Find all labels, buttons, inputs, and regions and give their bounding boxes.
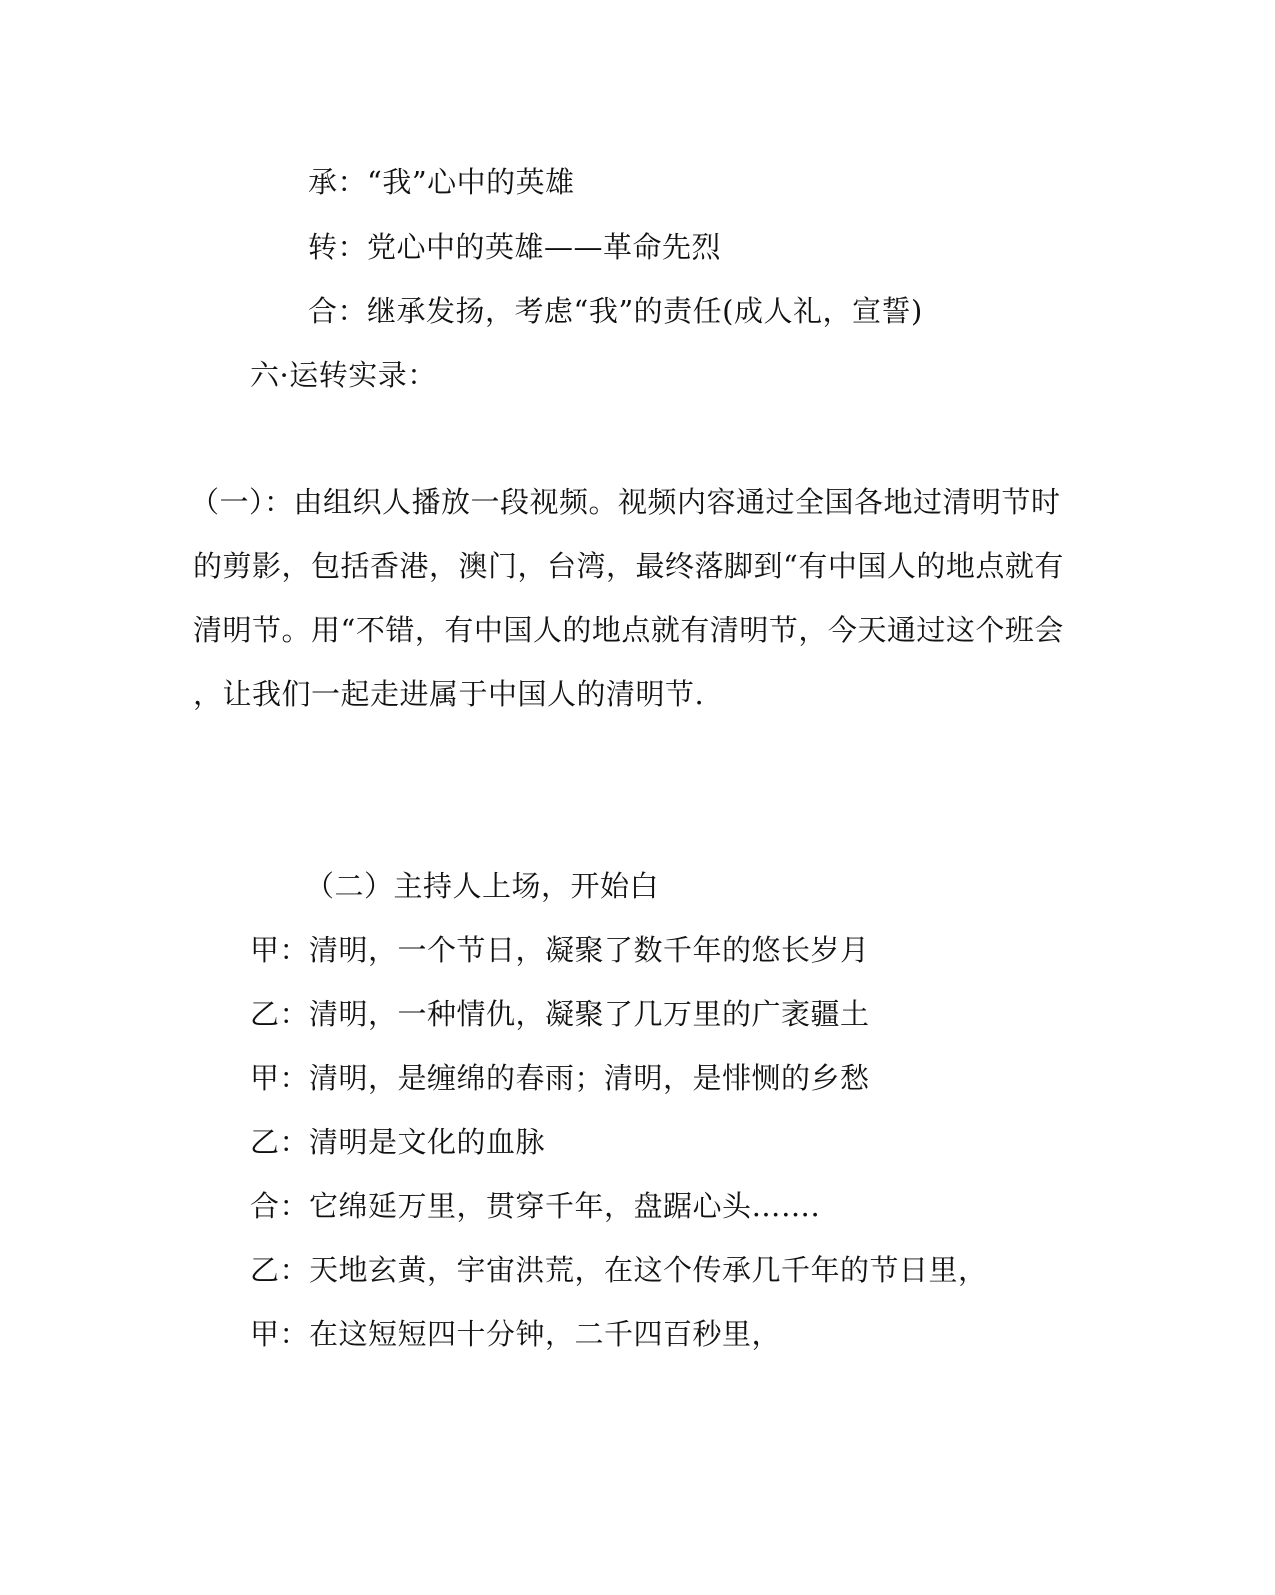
- part1-line-1: （一）：由组织人播放一段视频。视频内容通过全国各地过清明节时: [190, 485, 1061, 519]
- part1-line-2: 的剪影，包括香港，澳门，台湾，最终落脚到“有中国人的地点就有: [193, 549, 1064, 583]
- dialogue-line-3: 甲：清明，是缠绵的春雨；清明，是悱恻的乡愁: [250, 1061, 870, 1095]
- part1-line-3: 清明节。用“不错，有中国人的地点就有清明节，今天通过这个班会: [193, 613, 1064, 647]
- part2-heading: （二）主持人上场，开始白: [305, 869, 660, 903]
- dialogue-line-1: 甲：清明，一个节日，凝聚了数千年的悠长岁月: [250, 933, 870, 967]
- dialogue-line-7: 甲：在这短短四十分钟，二千四百秒里，: [250, 1317, 782, 1351]
- dialogue-line-2: 乙：清明，一种情仇，凝聚了几万里的广袤疆土: [250, 997, 870, 1031]
- outline-zhuan: 转：党心中的英雄——革命先烈: [308, 230, 722, 264]
- dialogue-line-6: 乙：天地玄黄，宇宙洪荒，在这个传承几千年的节日里，: [250, 1253, 988, 1287]
- outline-cheng: 承：“我”心中的英雄: [308, 165, 575, 199]
- dialogue-line-5: 合：它绵延万里，贯穿千年，盘踞心头…….: [250, 1189, 821, 1223]
- dialogue-line-4: 乙：清明是文化的血脉: [250, 1125, 546, 1159]
- part1-line-4: ，让我们一起走进属于中国人的清明节.: [193, 677, 705, 711]
- section-heading: 六·运转实录：: [250, 358, 437, 392]
- outline-he: 合：继承发扬，考虑“我”的责任(成人礼，宣誓): [308, 294, 923, 328]
